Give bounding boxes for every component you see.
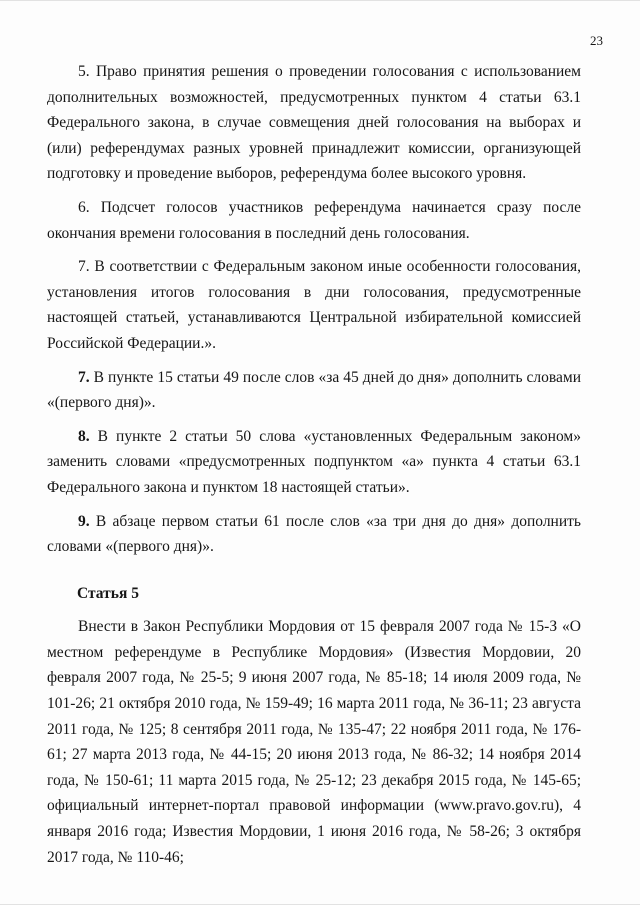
document-body <box>47 59 581 870</box>
amendment-point-8 <box>47 424 581 501</box>
article-text: Внести в Закон Республики Мордовия от 15 февраля 2007 года № 15-З «О местном референдуме в Республике Мордовия» (Известия Мордовии, 20 февраля 2007 года, № 25-5; 9 июня 2007 года, № 85-18; 14 июля 2009 года, № 101-26; 21 октября 2010 года, № 159-49; 16 марта 2011 года, № 36-11; 23 августа 2011 года, № 125; 8 сентября 2011 года, № 135-47; 22 ноября 2011 года, № 176-61; 27 марта 2013 года, № 44-15; 20 июня 2013 года, № 86-32; 14 ноября 2014 года, № 150-61; 11 марта 2015 года, № 25-12; 23 декабря 2015 года, № 145-65; официальный интернет-портал правовой информации (www.pravo.gov.ru), 4 января 2016 года; Известия Мордовии, 1 июня 2016 года, № 58-26; 3 октября 2017 года, № 110-46; <box>47 618 581 866</box>
point-number: 9. <box>78 512 90 530</box>
point-number: 8. <box>78 427 90 445</box>
paragraph-text: 7. В соответствии с Федеральным законом иные особенности голосования, установления итогов голосования в дни голосования, предусмотренные настоящей статьей, устанавливаются Центральной избирательной комиссией Российской Федерации.». <box>47 258 581 352</box>
amendment-point-9 <box>47 509 581 560</box>
point-text: В пункте 15 статьи 49 после слов «за 45 дней до дня» дополнить словами «(первого дня)». <box>47 368 581 412</box>
paragraph-text: 5. Право принятия решения о проведении голосования с использованием дополнительных возможностей, предусмотренных пунктом 4 статьи 63.1 Федерального закона, в случае совмещения дней голосования на выборах и (или) референдумах разных уровней принадлежит комиссии, организующей подготовку и проведение выборов, референдума более высокого уровня. <box>47 63 581 183</box>
amendment-point-7 <box>47 365 581 416</box>
paragraph-item-6 <box>47 195 581 246</box>
paragraph-text: 6. Подсчет голосов участников референдума начинается сразу после окончания времени голосования в последний день голосования. <box>47 198 581 242</box>
page-number: 23 <box>590 33 603 48</box>
paragraph-item-5 <box>47 59 581 187</box>
article-heading: Статья 5 <box>77 584 139 602</box>
point-text: В абзаце первом статьи 61 после слов «за три дня до дня» дополнить словами «(первого дня)». <box>47 512 581 556</box>
point-number: 7. <box>78 368 90 386</box>
point-text: В пункте 2 статьи 50 слова «установленных Федеральным законом» заменить словами «предусмотренных подпунктом «а» пункта 4 статьи 63.1 Федерального закона и пунктом 18 настоящей статьи». <box>47 427 581 496</box>
scan-top-edge <box>0 0 640 1</box>
paragraph-item-7 <box>47 254 581 356</box>
